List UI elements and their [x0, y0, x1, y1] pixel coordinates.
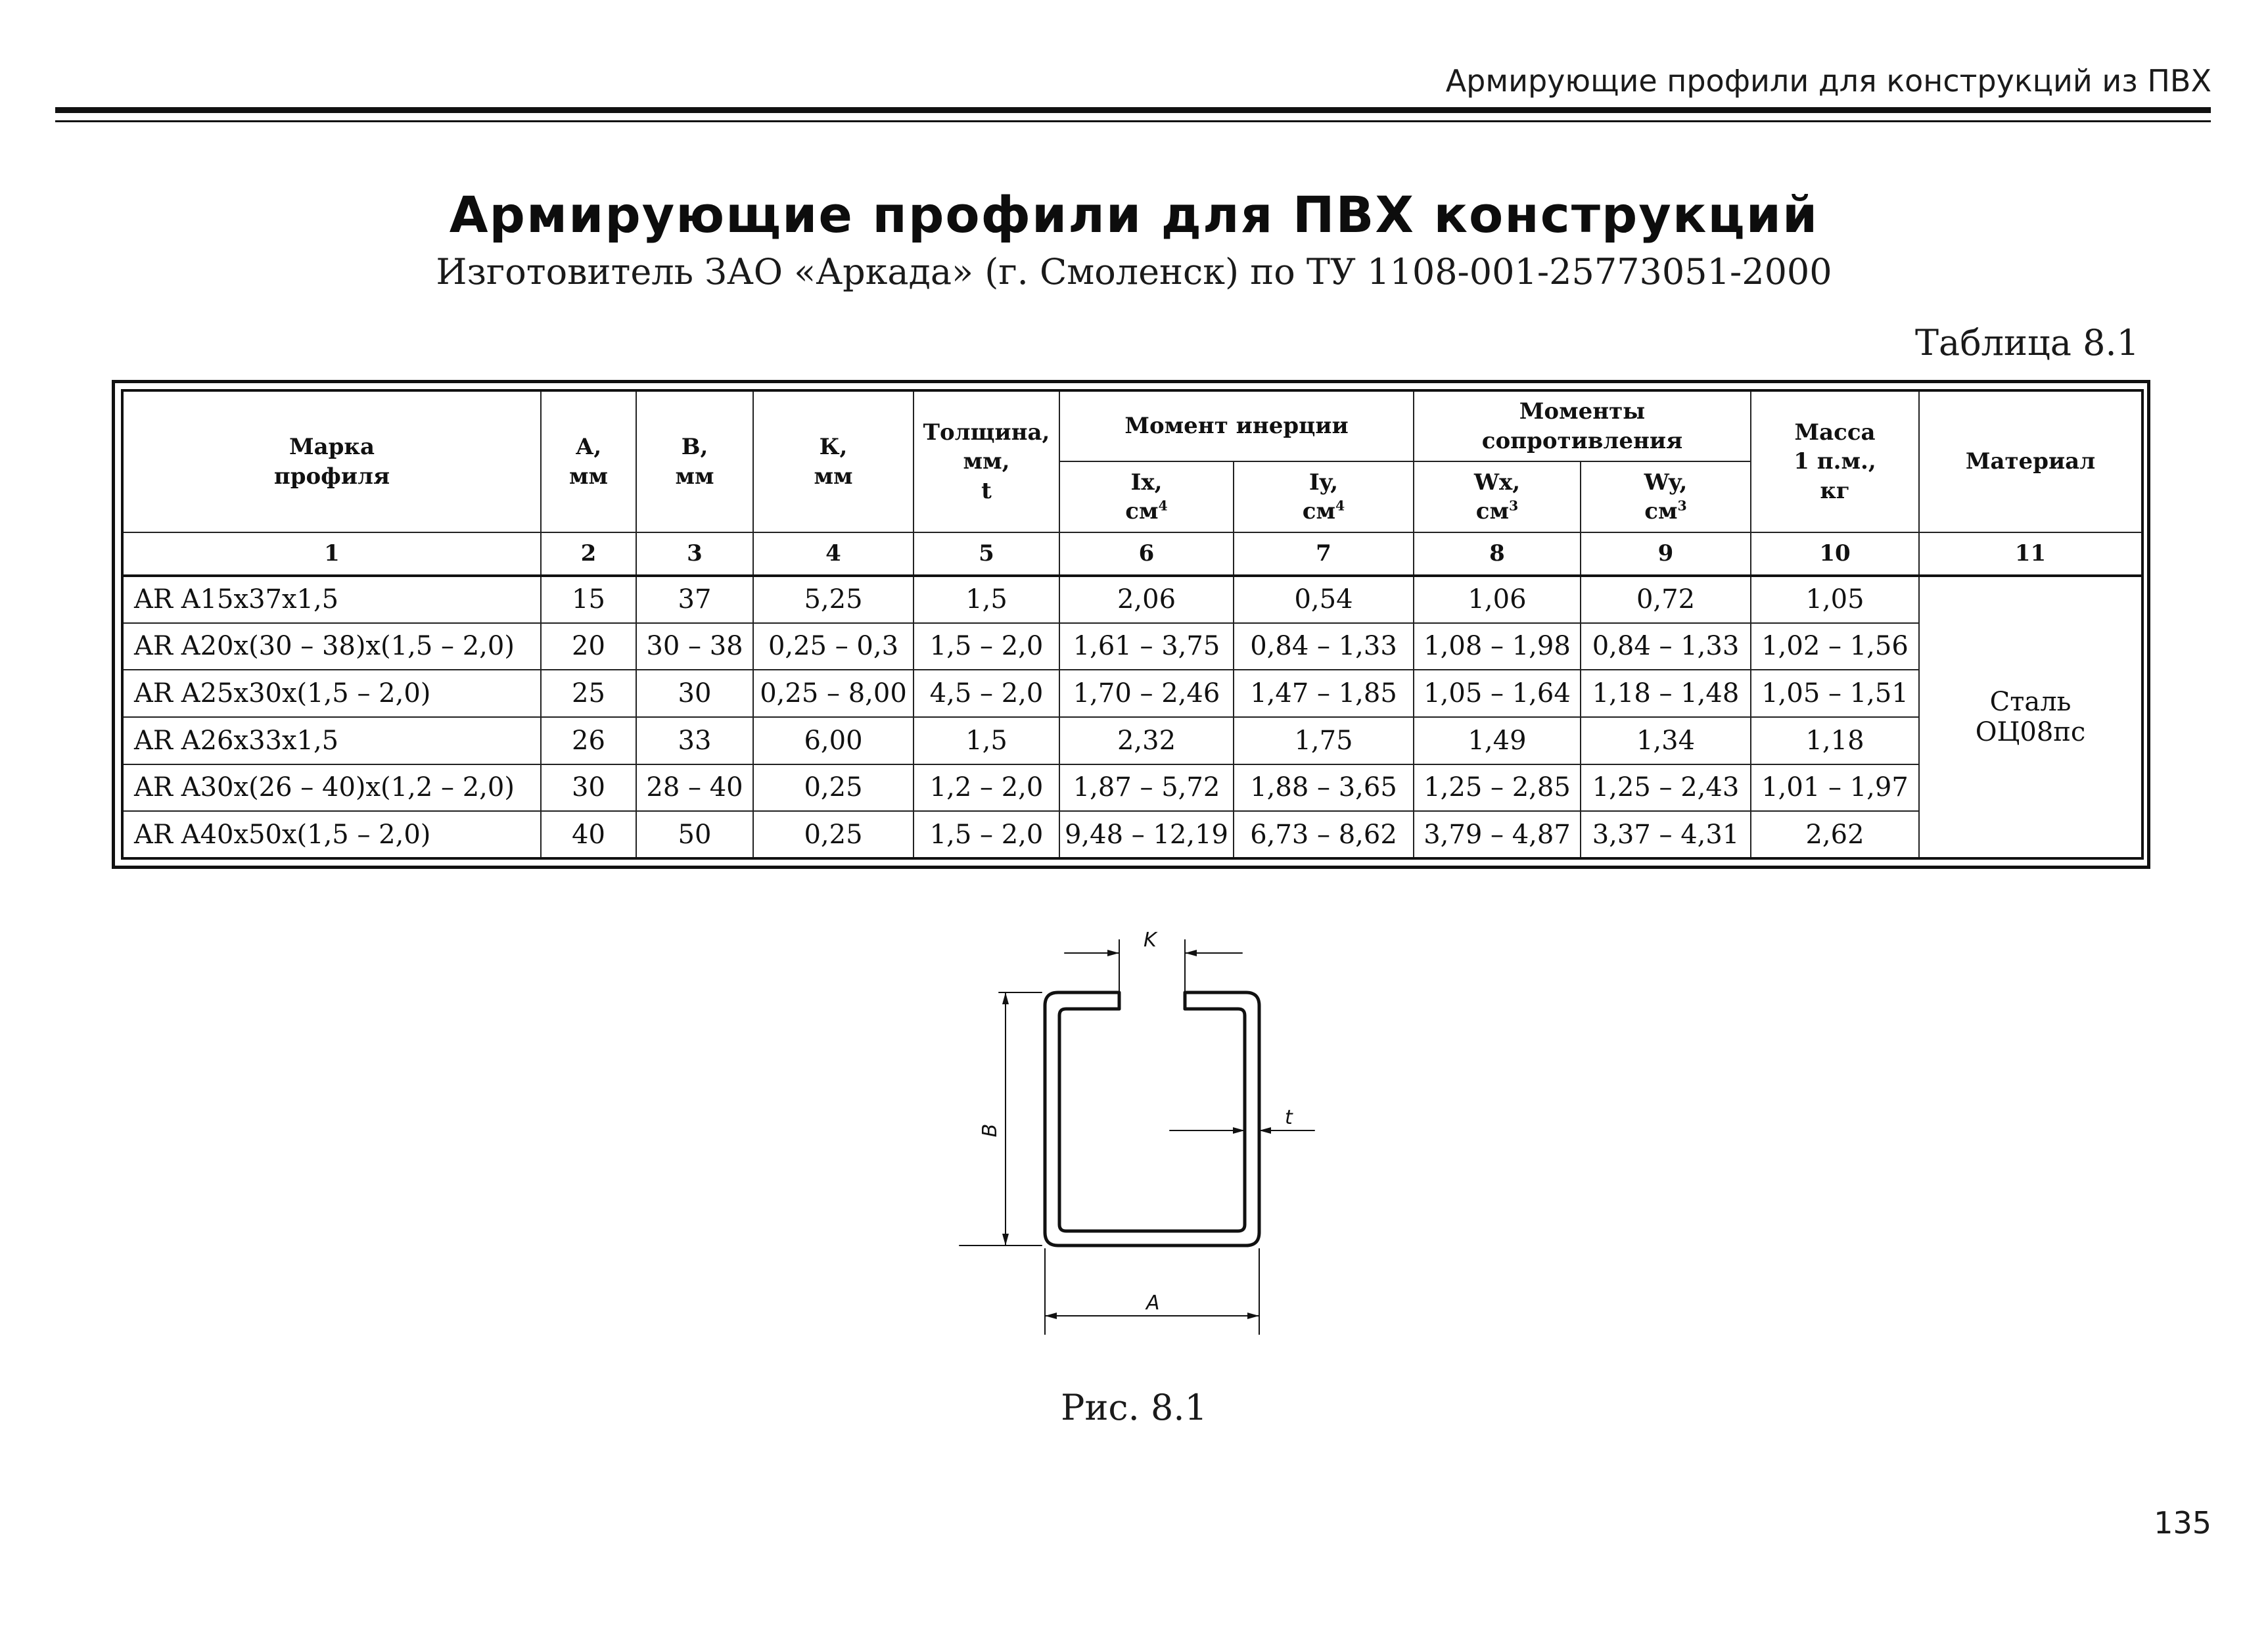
header-mass-line3: кг — [1820, 477, 1850, 504]
header-inertia-group: Момент инерции — [1059, 390, 1414, 461]
cell-a: 15 — [541, 576, 636, 623]
material-line1: Сталь — [1989, 687, 2071, 717]
cell-t: 1,5 – 2,0 — [914, 623, 1059, 670]
cell-wy: 0,72 — [1581, 576, 1751, 623]
header-rule-thin — [55, 120, 2211, 122]
cell-wy: 3,37 – 4,31 — [1581, 811, 1751, 858]
cell-iy: 0,54 — [1234, 576, 1414, 623]
cell-b: 30 – 38 — [636, 623, 753, 670]
cell-mark: AR A20x(30 – 38)x(1,5 – 2,0) — [122, 623, 541, 670]
cell-ix: 2,06 — [1059, 576, 1234, 623]
cell-mass: 1,05 — [1751, 576, 1919, 623]
header-iy-unit: см — [1302, 498, 1336, 524]
header-wy-line1: Wy, — [1644, 469, 1688, 496]
header-ix — [1059, 461, 1234, 532]
cell-wx: 1,49 — [1414, 717, 1581, 764]
cell-ix: 2,32 — [1059, 717, 1234, 764]
cell-k: 5,25 — [753, 576, 914, 623]
table-row — [122, 623, 2142, 670]
cell-mark: AR A25x30x(1,5 – 2,0) — [122, 670, 541, 717]
profile-inner-contour — [1059, 1009, 1245, 1231]
cell-mass: 1,18 — [1751, 717, 1919, 764]
dimension-label-a: A — [1146, 1292, 1160, 1315]
cell-b: 28 – 40 — [636, 764, 753, 812]
cell-k: 0,25 – 8,00 — [753, 670, 914, 717]
column-number: 8 — [1414, 532, 1581, 576]
header-wx — [1414, 461, 1581, 532]
column-number: 7 — [1234, 532, 1414, 576]
header-mass — [1751, 390, 1919, 532]
cell-mass: 1,05 – 1,51 — [1751, 670, 1919, 717]
material-line2: ОЦ08пс — [1975, 717, 2086, 747]
page-number: 135 — [2154, 1505, 2211, 1541]
cell-iy: 1,75 — [1234, 717, 1414, 764]
cell-b: 30 — [636, 670, 753, 717]
cell-mark: AR A30x(26 – 40)x(1,2 – 2,0) — [122, 764, 541, 812]
cell-mark: AR A15x37x1,5 — [122, 576, 541, 623]
column-number: 10 — [1751, 532, 1919, 576]
column-number: 9 — [1581, 532, 1751, 576]
header-ix-exp: 4 — [1158, 498, 1168, 514]
cell-a: 25 — [541, 670, 636, 717]
cell-iy: 6,73 – 8,62 — [1234, 811, 1414, 858]
column-number: 4 — [753, 532, 914, 576]
header-wy-unit: см — [1644, 498, 1678, 524]
cell-wx: 1,06 — [1414, 576, 1581, 623]
cell-t: 1,5 – 2,0 — [914, 811, 1059, 858]
column-number: 6 — [1059, 532, 1234, 576]
cell-wx: 1,25 – 2,85 — [1414, 764, 1581, 812]
dimension-label-b: B — [979, 1123, 1002, 1138]
header-k-line1: К, — [819, 434, 848, 461]
cell-ix: 9,48 – 12,19 — [1059, 811, 1234, 858]
header-thickness — [914, 390, 1059, 532]
cell-wy: 0,84 – 1,33 — [1581, 623, 1751, 670]
table-row — [122, 576, 2142, 623]
cell-a: 20 — [541, 623, 636, 670]
cell-ix: 1,87 – 5,72 — [1059, 764, 1234, 812]
cell-mass: 2,62 — [1751, 811, 1919, 858]
cell-b: 37 — [636, 576, 753, 623]
table-frame — [112, 380, 2150, 869]
header-resistance-line2: сопротивления — [1481, 427, 1683, 454]
header-material: Материал — [1919, 390, 2142, 532]
cell-wy: 1,34 — [1581, 717, 1751, 764]
header-mass-line1: Масса — [1794, 419, 1876, 446]
header-rule-thick — [55, 107, 2211, 113]
page-subtitle: Изготовитель ЗАО «Аркада» (г. Смоленск) по ТУ 1108-001-25773051-2000 — [436, 251, 1832, 292]
page-title: Армирующие профили для ПВХ конструкций — [449, 185, 1819, 244]
table-row — [122, 717, 2142, 764]
header-mark-line1: Марка — [289, 434, 375, 461]
profile-section-drawing — [933, 914, 1341, 1347]
dimension-label-t: t — [1285, 1106, 1293, 1129]
header-iy — [1234, 461, 1414, 532]
header-ix-unit: см — [1125, 498, 1159, 524]
cell-ix: 1,61 – 3,75 — [1059, 623, 1234, 670]
figure-caption: Рис. 8.1 — [1061, 1387, 1207, 1428]
cell-a: 30 — [541, 764, 636, 812]
cell-wx: 1,08 – 1,98 — [1414, 623, 1581, 670]
header-wy-exp: 3 — [1677, 498, 1687, 514]
table-row — [122, 811, 2142, 858]
cell-wy: 1,18 – 1,48 — [1581, 670, 1751, 717]
dimension-label-k: K — [1144, 929, 1157, 952]
header-a-line1: А, — [575, 434, 602, 461]
cell-iy: 0,84 – 1,33 — [1234, 623, 1414, 670]
header-wx-unit: см — [1475, 498, 1510, 524]
column-number: 2 — [541, 532, 636, 576]
header-thickness-line3: t — [981, 477, 992, 504]
cell-k: 0,25 – 0,3 — [753, 623, 914, 670]
spec-table — [121, 389, 2144, 860]
cell-b: 33 — [636, 717, 753, 764]
header-a-line2: мм — [568, 463, 609, 490]
header-k — [753, 390, 914, 532]
cell-t: 1,5 — [914, 717, 1059, 764]
column-number: 3 — [636, 532, 753, 576]
cell-a: 40 — [541, 811, 636, 858]
column-number: 1 — [122, 532, 541, 576]
header-resistance-line1: Моменты — [1519, 398, 1646, 425]
header-iy-exp: 4 — [1335, 498, 1345, 514]
header-mark-line2: профиля — [273, 463, 390, 490]
cell-iy: 1,88 – 3,65 — [1234, 764, 1414, 812]
cell-mass: 1,02 – 1,56 — [1751, 623, 1919, 670]
header-b — [636, 390, 753, 532]
cell-b: 50 — [636, 811, 753, 858]
table-caption: Таблица 8.1 — [1915, 322, 2139, 363]
cell-a: 26 — [541, 717, 636, 764]
header-wy — [1581, 461, 1751, 532]
profile-outer-contour — [1045, 992, 1259, 1246]
cell-mass: 1,01 – 1,97 — [1751, 764, 1919, 812]
column-number: 11 — [1919, 532, 2142, 576]
column-number: 5 — [914, 532, 1059, 576]
cell-ix: 1,70 – 2,46 — [1059, 670, 1234, 717]
cell-k: 6,00 — [753, 717, 914, 764]
cell-wx: 1,05 – 1,64 — [1414, 670, 1581, 717]
cell-t: 1,2 – 2,0 — [914, 764, 1059, 812]
header-a — [541, 390, 636, 532]
cell-k: 0,25 — [753, 811, 914, 858]
header-b-line1: В, — [681, 434, 708, 461]
cell-mark: AR A26x33x1,5 — [122, 717, 541, 764]
cell-material — [1919, 576, 2142, 858]
header-mark — [122, 390, 541, 532]
cell-t: 4,5 – 2,0 — [914, 670, 1059, 717]
running-header: Армирующие профили для конструкций из ПВХ — [1445, 63, 2211, 99]
header-iy-line1: Iy, — [1308, 469, 1339, 496]
header-resistance-group — [1414, 390, 1751, 461]
header-wx-exp: 3 — [1509, 498, 1519, 514]
cell-iy: 1,47 – 1,85 — [1234, 670, 1414, 717]
cell-k: 0,25 — [753, 764, 914, 812]
cell-t: 1,5 — [914, 576, 1059, 623]
header-wx-line1: Wx, — [1473, 469, 1521, 496]
cell-wy: 1,25 – 2,43 — [1581, 764, 1751, 812]
header-thickness-line2: мм, — [963, 448, 1010, 475]
header-k-line2: мм — [814, 463, 853, 490]
table-row — [122, 764, 2142, 812]
header-ix-line1: Ix, — [1130, 469, 1163, 496]
header-b-line2: мм — [675, 463, 714, 490]
cell-wx: 3,79 – 4,87 — [1414, 811, 1581, 858]
cell-mark: AR A40x50x(1,5 – 2,0) — [122, 811, 541, 858]
header-thickness-line1: Толщина, — [923, 419, 1050, 446]
table-row — [122, 670, 2142, 717]
header-mass-line2: 1 п.м., — [1794, 448, 1876, 475]
